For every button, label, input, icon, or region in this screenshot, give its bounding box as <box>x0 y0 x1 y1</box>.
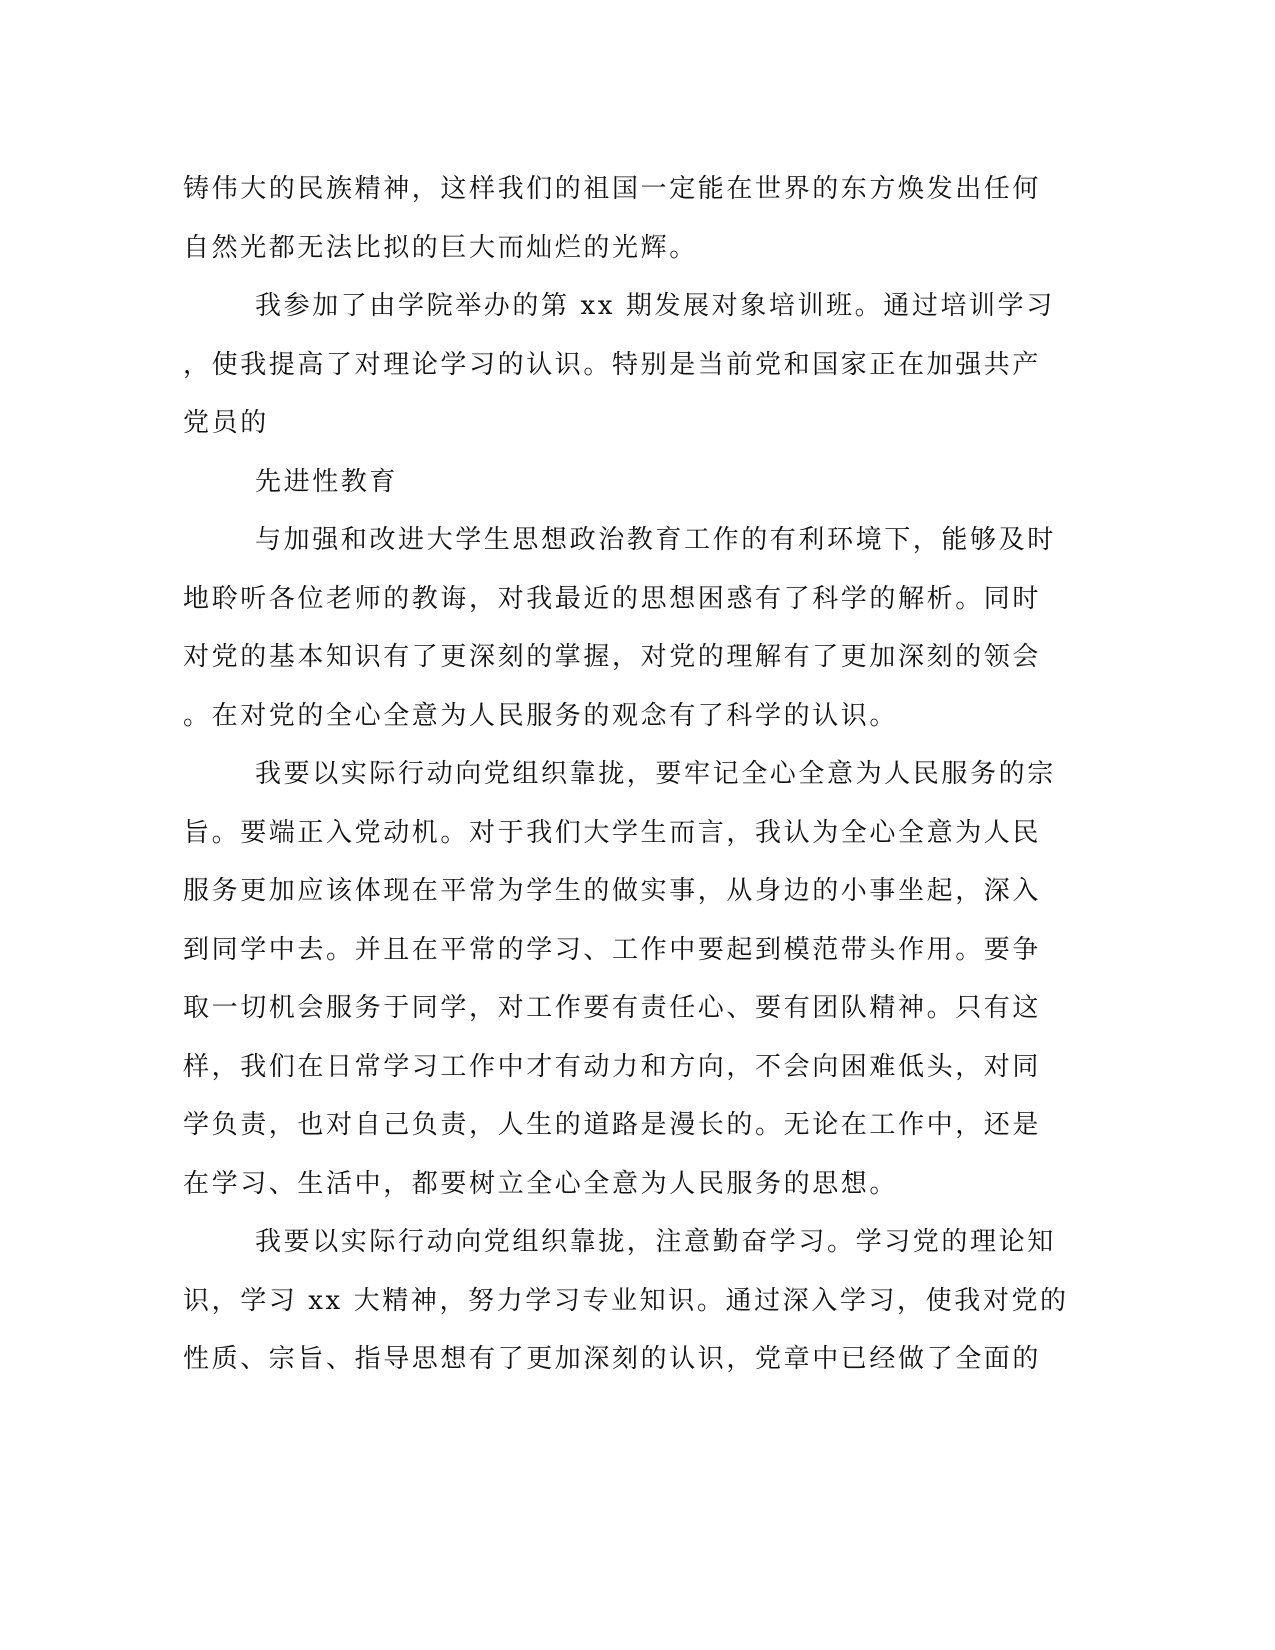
text-line: 。在对党的全心全意为人民服务的观念有了科学的认识。 <box>183 700 899 731</box>
text-line: 党员的 <box>183 408 269 438</box>
text-line: 样，我们在日常学习工作中才有动力和方向，不会向困难低头，对同 <box>183 1051 1042 1082</box>
text-line: 先进性教育 <box>255 466 399 497</box>
text-line: 与加强和改进大学生思想政治教育工作的有利环境下，能够及时 <box>255 525 1056 555</box>
text-line: 识，学习 xx 大精神，努力学习专业知识。通过深入学习，使我对党的 <box>183 1285 1069 1316</box>
text-line: 地聆听各位老师的教诲，对我最近的思想困惑有了科学的解析。同时 <box>183 583 1042 614</box>
text-line: 我要以实际行动向党组织靠拢，要牢记全心全意为人民服务的宗 <box>255 759 1056 789</box>
text-line: 取一切机会服务于同学，对工作要有责任心、要有团队精神。只有这 <box>183 993 1042 1023</box>
text-line: 对党的基本知识有了更深刻的掌握，对党的理解有了更加深刻的领会 <box>183 642 1042 672</box>
text-line: 铸伟大的民族精神，这样我们的祖国一定能在世界的东方焕发出任何 <box>183 174 1042 204</box>
text-line: 在学习、生活中，都要树立全心全意为人民服务的思想。 <box>183 1168 899 1199</box>
text-line: 我参加了由学院举办的第 xx 期发展对象培训班。通过培训学习 <box>255 291 1055 321</box>
document-body <box>183 160 1069 1389</box>
text-line: 到同学中去。并且在平常的学习、工作中要起到模范带头作用。要争 <box>183 934 1042 965</box>
text-line: 自然光都无法比拟的巨大而灿烂的光辉。 <box>183 232 698 263</box>
text-line: 旨。要端正入党动机。对于我们大学生而言，我认为全心全意为人民 <box>183 817 1042 848</box>
text-line: 我要以实际行动向党组织靠拢，注意勤奋学习。学习党的理论知 <box>255 1227 1056 1257</box>
text-line: ，使我提高了对理论学习的认识。特别是当前党和国家正在加强共产 <box>183 349 1042 380</box>
text-line: 学负责，也对自己负责，人生的道路是漫长的。无论在工作中，还是 <box>183 1110 1042 1140</box>
text-line: 性质、宗旨、指导思想有了更加深刻的认识，党章中已经做了全面的 <box>183 1344 1042 1374</box>
text-line: 服务更加应该体现在平常为学生的做实事，从身边的小事坐起，深入 <box>183 876 1042 906</box>
